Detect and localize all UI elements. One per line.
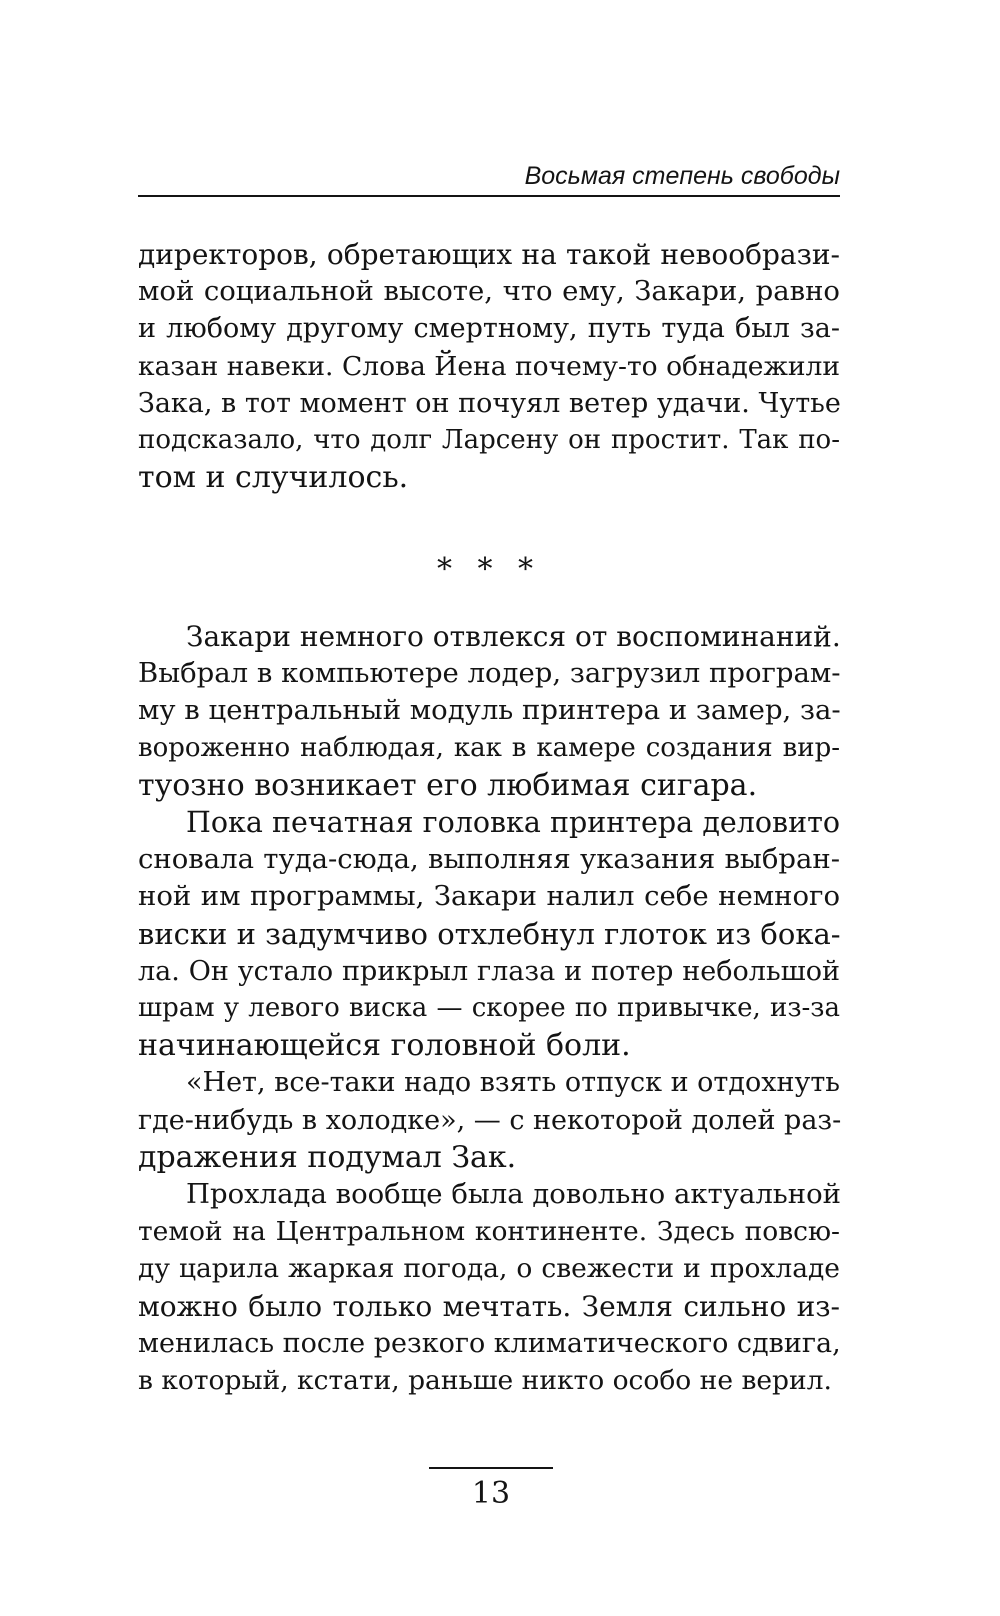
section-separator: * * * [436,552,542,587]
paragraph [138,804,840,1064]
continuation-paragraph [138,236,840,496]
text-line: том и случилось. [138,460,409,496]
text-line: сновала туда-сюда, выполняя указания выбран- [138,843,840,876]
text-line: вороженно наблюдая, как в камере создания вир- [138,732,840,763]
text-line: и любому другому смертному, путь туда был за- [138,313,840,345]
text-line: подсказало, что долг Ларсену он простит. Так по- [138,425,840,456]
text-line: Закари немного отвлекся от воспоминаний. [186,620,841,653]
text-line: в который, кстати, раньше никто особо не верил. [138,1365,832,1397]
text-line: ной им программы, Закари налил себе немного [138,880,840,913]
running-head: Восьмая степень свободы [524,162,840,190]
text-line: Пока печатная головка принтера деловито [186,806,840,840]
text-line: Зака, в тот момент он почуял ветер удачи. Чутье [138,387,841,419]
text-line: директоров, обретающих на такой невообрази- [138,238,840,271]
text-line: «Нет, все-таки надо взять отпуск и отдохнуть [186,1067,840,1099]
text-line: начинающейся головной боли. [138,1028,631,1064]
text-line: где-нибудь в холодке», — с некоторой долей раз- [138,1104,842,1136]
footer-rule [429,1467,553,1469]
text-line: темой на Центральном континенте. Здесь повсю- [138,1216,840,1248]
text-line: можно было только мечтать. Земля сильно из- [138,1289,840,1323]
text-line: казан навеки. Слова Йена почему-то обнадежили [138,350,840,382]
text-line: дражения подумал Зак. [138,1139,517,1175]
text-line: ду царила жаркая погода, о свежести и прохладе [138,1253,840,1285]
paragraph [138,1064,840,1176]
text-line: мой социальной высоте, что ему, Закари, равно [138,275,840,308]
text-line: менилась после резкого климатического сдвига, [138,1327,841,1359]
text-line: шрам у левого виска — скорее по привычке, из-за [138,993,840,1024]
body-text [138,618,840,1399]
text-line: ла. Он устало прикрыл глаза и потер небольшой [138,955,840,987]
text-line: Прохлада вообще была довольно актуальной [186,1178,841,1211]
text-line: му в центральный модуль принтера и замер, за- [138,694,841,727]
page-number: 13 [471,1476,511,1511]
paragraph [138,1176,840,1399]
paragraph [138,618,840,804]
header-rule [138,195,840,197]
text-line: туозно возникает его любимая сигара. [138,767,758,803]
text-line: Выбрал в компьютере лодер, загрузил програм- [138,657,841,690]
text-line: виски и задумчиво отхлебнул глоток из бока- [138,916,841,951]
